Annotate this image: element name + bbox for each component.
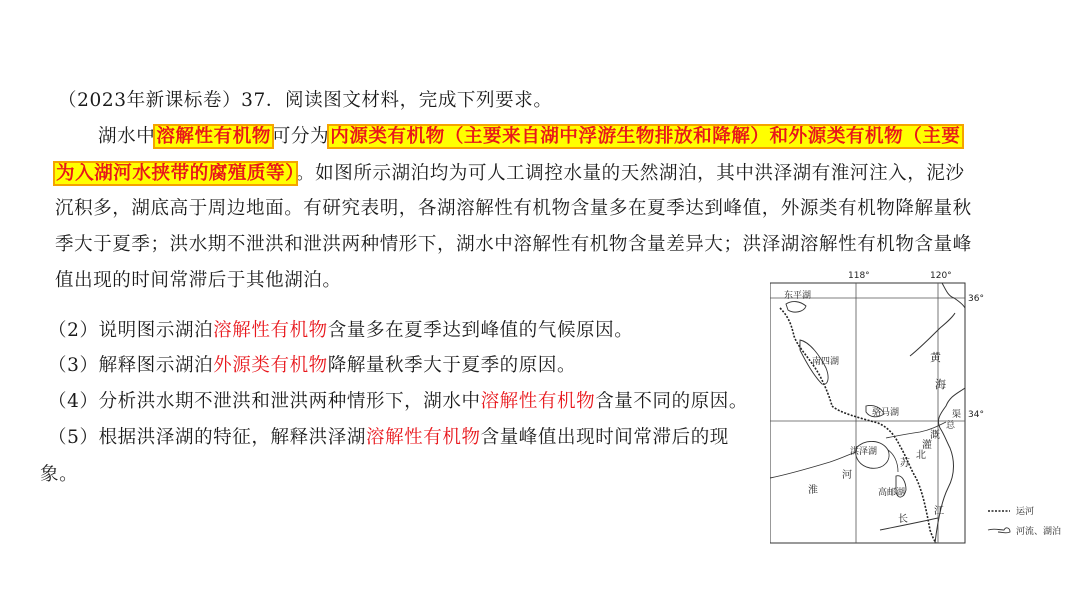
question-5-cont: 象。: [40, 464, 79, 485]
lake-dongping-label: 东平湖: [784, 291, 812, 301]
legend-canal-label: 运河: [1016, 507, 1035, 517]
material-line-4: 季大于夏季；洪水期不泄洪和泄洪两种情形下，湖水中溶解性有机物含量差异大；洪泽湖溶解性有机物含量峰: [55, 234, 972, 255]
lake-hongze-label: 洪泽湖: [850, 447, 878, 457]
question-5: [48, 425, 729, 451]
text-segment: 。如图所示湖泊均为可人工调控水量的天然湖泊，其中洪泽湖有淮河注入，泥沙: [296, 163, 965, 184]
huai-label-1: 淮: [808, 485, 818, 496]
red-keyword: 溶解性有机物: [365, 427, 481, 448]
text-segment: 含量多在夏季达到峰值的气候原因。: [327, 320, 634, 341]
qu-label: 渠: [952, 410, 962, 420]
sea-hai-label: 海: [935, 378, 946, 391]
text-segment: （5）根据洪泽湖的特征，解释洪泽湖: [48, 427, 366, 448]
su-label: 苏: [900, 458, 910, 469]
red-keyword: 溶解性有机物: [213, 320, 328, 341]
bei-label: 北: [916, 450, 926, 461]
text-segment: 可分为: [271, 126, 330, 147]
zong-label: 总: [946, 421, 956, 431]
text-segment: 含量峰值出现时间常滞后的现: [480, 427, 729, 448]
lake-dongping-shape: [786, 302, 806, 313]
sea-huang-label: 黄: [930, 351, 941, 364]
question-title: （2023年新课标卷）37．阅读图文材料，完成下列要求。: [58, 90, 553, 111]
material-line-3: 沉积多，湖底高于周边地面。有研究表明，各湖溶解性有机物含量多在夏季达到峰值，外源类有机物降解量秋: [55, 198, 972, 219]
river-outlet: [888, 450, 898, 472]
lat-34-label: 34°: [968, 410, 984, 420]
lake-region-map: [770, 268, 1070, 548]
text-segment: 湖水中: [98, 126, 156, 147]
text-segment: 降解量秋季大于夏季的原因。: [327, 355, 577, 376]
text-segment: （3）解释图示湖泊: [48, 355, 214, 376]
highlight-internal-external-source: 内源类有机物（主要来自湖中浮游生物排放和降解）和外源类有机物（主要: [330, 126, 961, 147]
map-svg: [770, 268, 1070, 548]
map-frame: [770, 283, 965, 543]
lake-nansi-label: 南四湖: [812, 357, 840, 367]
lake-gaoyou-label: 高邮湖: [878, 488, 906, 498]
material-line-2: [55, 161, 965, 187]
text-segment: 含量不同的原因。: [595, 391, 748, 412]
text-segment: （4）分析洪水期不泄洪和泄洪两种情形下，湖水中: [48, 391, 481, 412]
material-line-5: 值出现的时间常滞后于其他湖泊。: [55, 270, 342, 291]
text-segment: （2）说明图示湖泊: [48, 320, 214, 341]
legend-river-symbol: [988, 528, 1010, 533]
grand-canal: [780, 308, 936, 543]
lon-120-label: 120°: [930, 271, 952, 281]
question-3: [48, 353, 576, 379]
huai-label-2: 河: [842, 470, 852, 481]
question-4: [48, 389, 748, 415]
lat-36-label: 36°: [968, 294, 984, 304]
highlight-dissolved-organic: 溶解性有机物: [156, 126, 271, 147]
jiang-label: 江: [934, 506, 944, 517]
material-line-1: [98, 124, 962, 150]
guan-label: 灌: [922, 440, 932, 451]
red-keyword: 溶解性有机物: [480, 391, 596, 412]
coast-north: [910, 313, 955, 356]
chang-label: 长: [898, 514, 908, 525]
question-2: [48, 318, 633, 344]
legend-river-label: 河流、湖泊: [1016, 527, 1062, 537]
red-keyword: 外源类有机物: [213, 355, 328, 376]
fei-label: 溉: [930, 430, 940, 441]
highlight-humus: 为入湖河水挟带的腐殖质等）: [56, 163, 296, 184]
lake-luoma-label: 骆马湖: [872, 408, 900, 418]
lon-118-label: 118°: [848, 271, 870, 281]
